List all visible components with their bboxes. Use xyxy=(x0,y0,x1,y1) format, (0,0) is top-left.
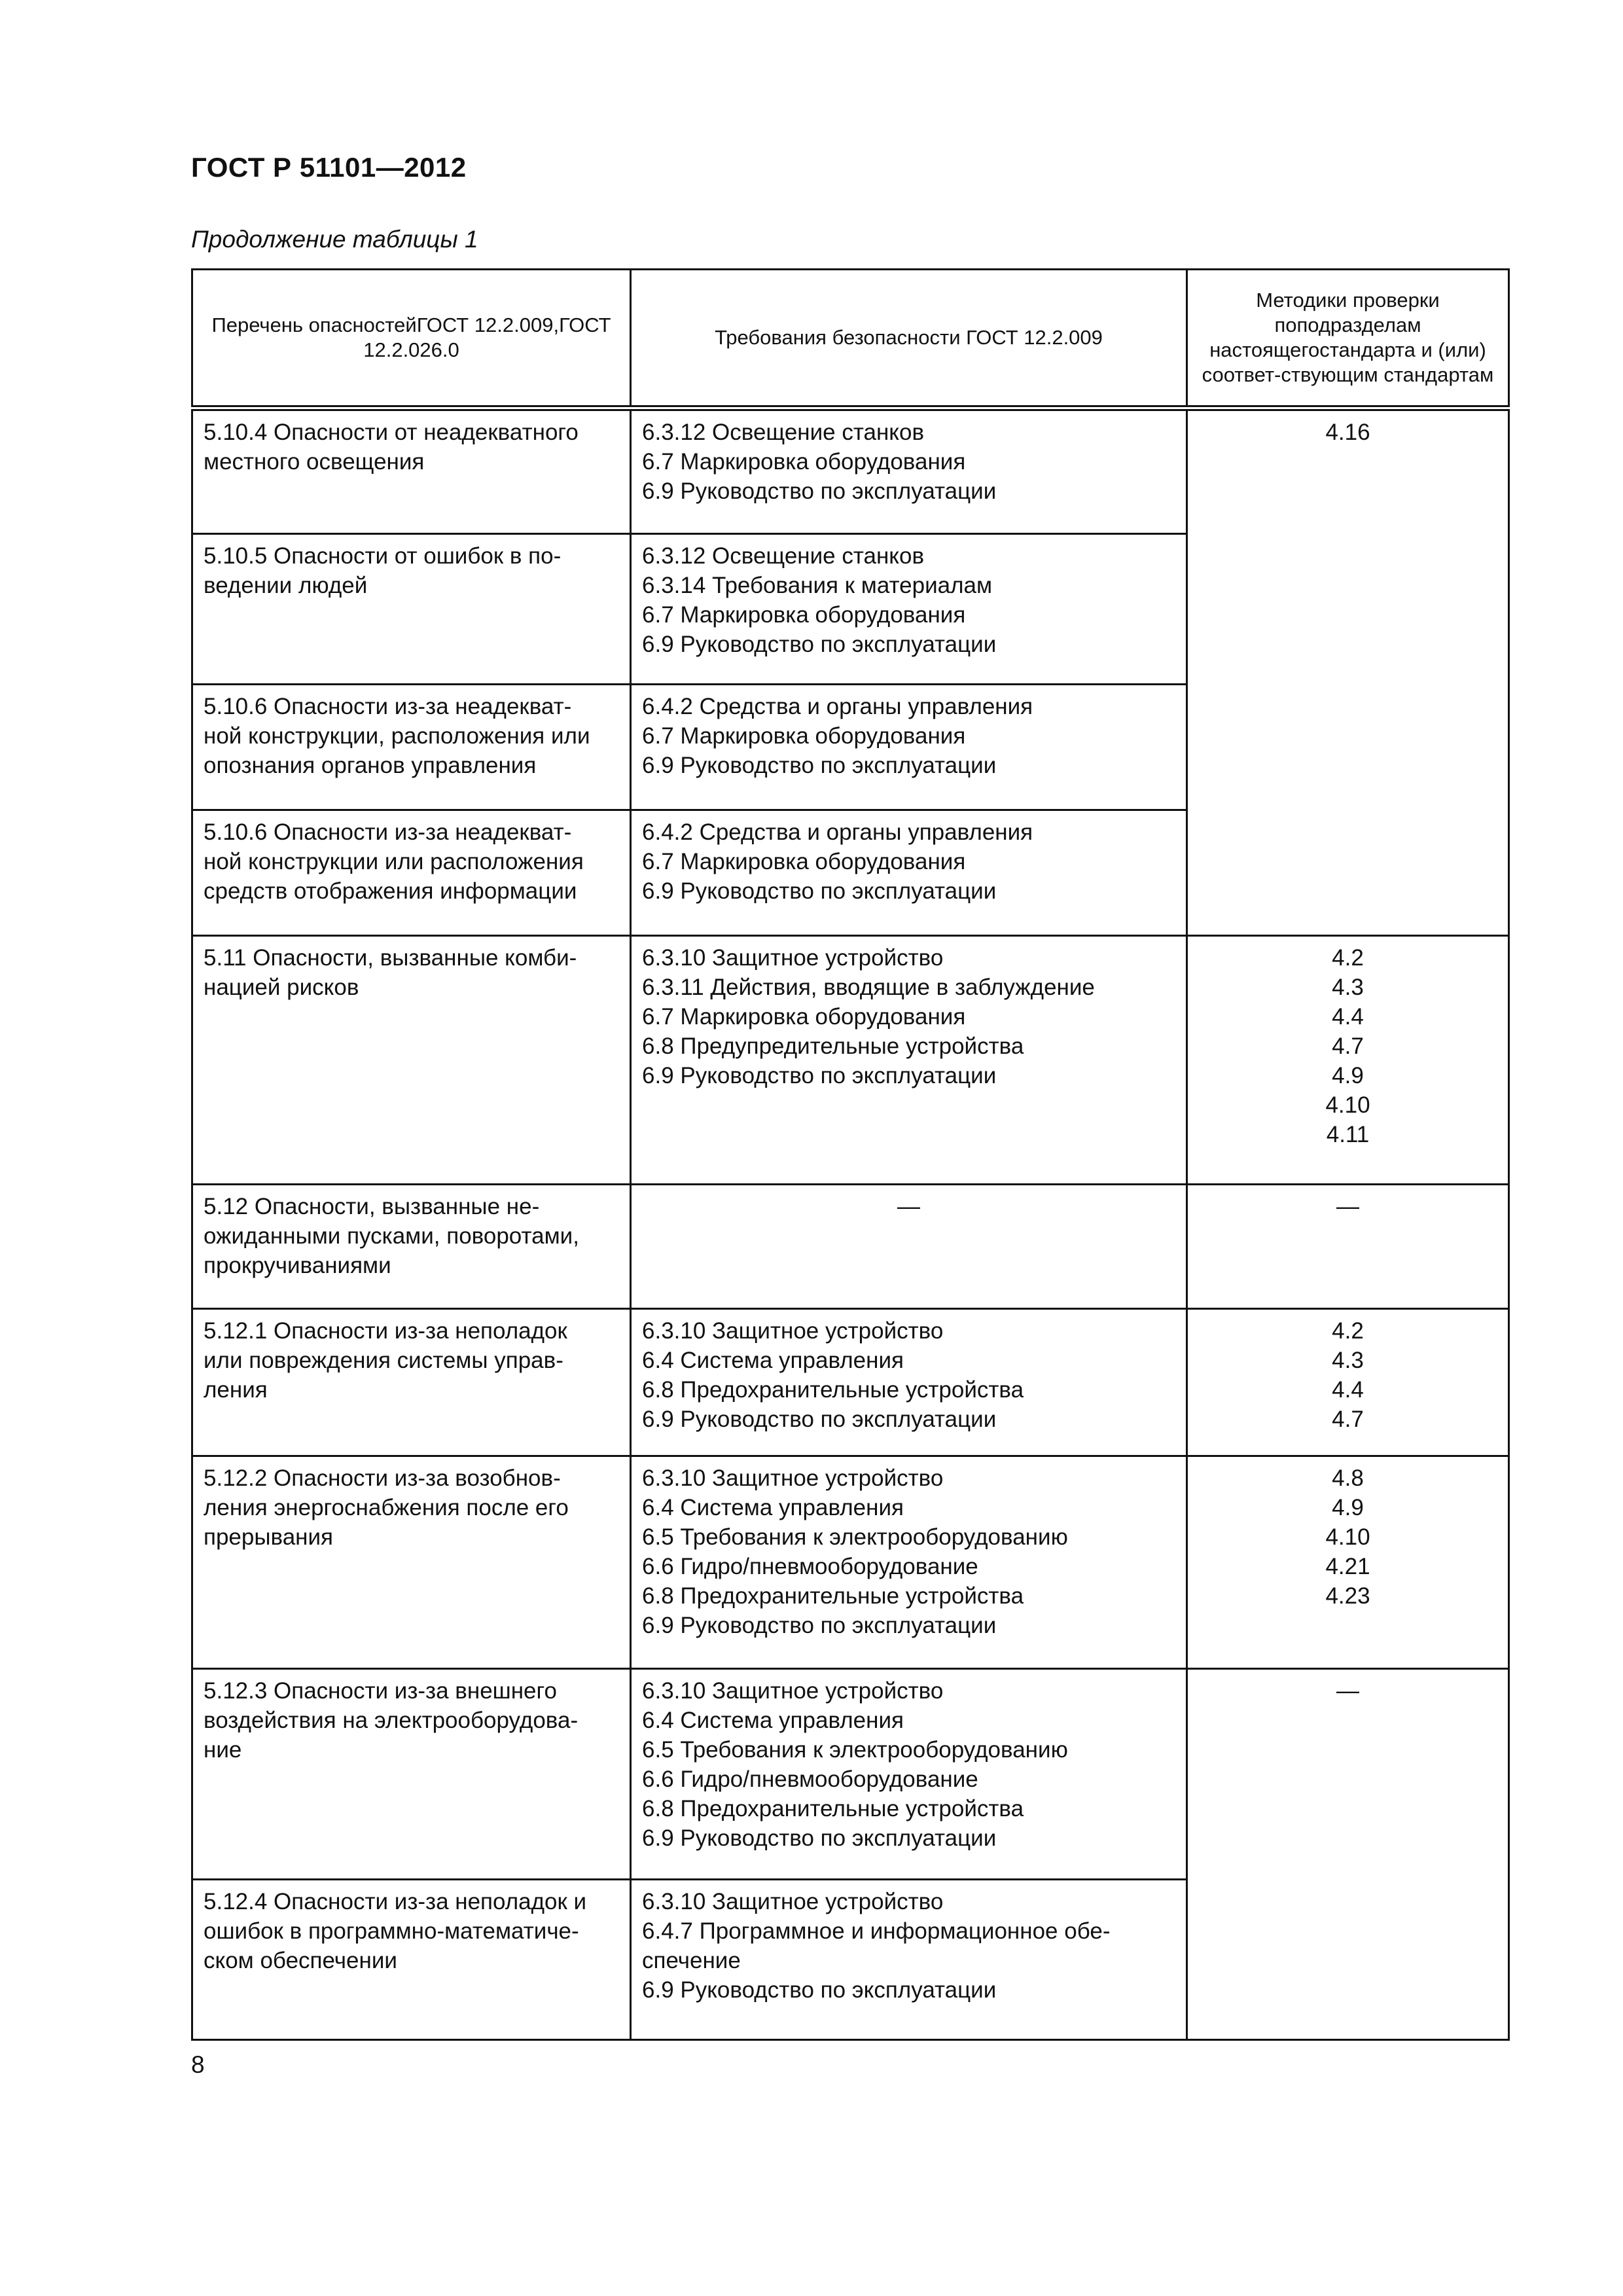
methods-cell xyxy=(1187,1456,1509,1669)
requirements-cell xyxy=(631,408,1187,534)
hazard-cell xyxy=(192,1309,631,1456)
cell-line: 6.9 Руководство по эксплуатации xyxy=(642,1613,997,1638)
requirements-cell xyxy=(631,1669,1187,1880)
cell-line: средств отображения информации xyxy=(204,878,577,904)
methods-cell xyxy=(1187,1309,1509,1456)
cell-line: 6.9 Руководство по эксплуатации xyxy=(642,478,997,504)
table-row xyxy=(192,1185,1509,1309)
table-row xyxy=(192,1669,1509,1880)
cell-line: 4.8 xyxy=(1332,1465,1364,1491)
cell-line: 6.9 Руководство по эксплуатации xyxy=(642,1407,997,1432)
cell-line: ошибок в программно-математиче- xyxy=(204,1918,579,1944)
table-row xyxy=(192,1309,1509,1456)
table-caption: Продолжение таблицы 1 xyxy=(191,226,478,253)
cell-line: 4.9 xyxy=(1332,1063,1364,1088)
header-hazards xyxy=(192,270,631,408)
cell-line: 6.4 Система управления xyxy=(642,1708,904,1733)
document-code: ГОСТ Р 51101—2012 xyxy=(191,152,467,183)
cell-line: 6.7 Маркировка оборудования xyxy=(642,723,966,749)
cell-line: 4.4 xyxy=(1332,1004,1364,1030)
cell-line: 6.8 Предохранительные устройства xyxy=(642,1377,1024,1403)
cell-line: 4.3 xyxy=(1332,975,1364,1000)
cell-line: 6.9 Руководство по эксплуатации xyxy=(642,1825,997,1851)
requirements-cell xyxy=(631,685,1187,810)
cell-line: 6.9 Руководство по эксплуатации xyxy=(642,753,997,778)
cell-line: 6.3.14 Требования к материалам xyxy=(642,573,993,598)
cell-line: 4.10 xyxy=(1325,1524,1370,1550)
cell-line: 6.3.10 Защитное устройство xyxy=(642,1889,944,1914)
hazard-cell xyxy=(192,685,631,810)
cell-line: Перечень опасностей xyxy=(211,314,417,336)
cell-line: ной конструкции или расположения xyxy=(204,849,584,874)
cell-line: подразделам настоящего xyxy=(1209,314,1421,361)
cell-line: 5.11 Опасности, вызванные комби- xyxy=(204,945,577,971)
cell-line: ожиданными пусками, поворотами, xyxy=(204,1223,579,1249)
header-methods xyxy=(1187,270,1509,408)
methods-cell xyxy=(1187,408,1509,936)
hazard-cell xyxy=(192,936,631,1185)
cell-line: 6.8 Предохранительные устройства xyxy=(642,1796,1024,1821)
cell-line: 6.6 Гидро/пневмооборудование xyxy=(642,1554,978,1579)
header-requirements xyxy=(631,270,1187,408)
cell-line: 6.6 Гидро/пневмооборудование xyxy=(642,1767,978,1792)
cell-line: прерывания xyxy=(204,1524,334,1550)
cell-line: 6.4.2 Средства и органы управления xyxy=(642,819,1033,845)
table-row xyxy=(192,1456,1509,1669)
cell-line: 6.3.12 Освещение станков xyxy=(642,420,925,445)
hazard-cell xyxy=(192,810,631,936)
cell-line: 6.3.10 Защитное устройство xyxy=(642,945,944,971)
cell-line: стандарта и (или) соответ- xyxy=(1202,338,1486,386)
cell-line: 5.10.6 Опасности из-за неадекват- xyxy=(204,694,572,719)
cell-line: — xyxy=(1336,1678,1359,1704)
cell-line: 4.9 xyxy=(1332,1495,1364,1520)
cell-line: 5.12.1 Опасности из-за неполадок xyxy=(204,1318,567,1344)
cell-line: ние xyxy=(204,1737,242,1763)
requirements-cell xyxy=(631,1456,1187,1669)
cell-line: Требования безопасности ГОСТ 12.2.009 xyxy=(715,326,1103,349)
cell-line: 4.11 xyxy=(1326,1122,1370,1147)
table-row xyxy=(192,936,1509,1185)
cell-line: 6.8 Предупредительные устройства xyxy=(642,1033,1024,1059)
cell-line: 4.2 xyxy=(1332,1318,1364,1344)
methods-cell xyxy=(1187,936,1509,1185)
cell-line: 6.8 Предохранительные устройства xyxy=(642,1583,1024,1609)
requirements-cell xyxy=(631,936,1187,1185)
cell-line: 5.10.5 Опасности от ошибок в по- xyxy=(204,543,562,569)
cell-line: 5.12.3 Опасности из-за внешнего xyxy=(204,1678,557,1704)
cell-line: 4.7 xyxy=(1332,1407,1364,1432)
hazard-cell xyxy=(192,1185,631,1309)
cell-line: 4.21 xyxy=(1325,1554,1370,1579)
cell-line: 5.12.2 Опасности из-за возобнов- xyxy=(204,1465,561,1491)
table-header-row xyxy=(192,270,1509,408)
requirements-cell xyxy=(631,1309,1187,1456)
table-row xyxy=(192,408,1509,534)
cell-line: ления энергоснабжения после его xyxy=(204,1495,569,1520)
hazard-cell xyxy=(192,1880,631,2040)
requirements-cell xyxy=(631,810,1187,936)
cell-line: воздействия на электрооборудова- xyxy=(204,1708,579,1733)
cell-line: 4.2 xyxy=(1332,945,1364,971)
cell-line: или повреждения системы управ- xyxy=(204,1348,563,1373)
cell-line: 4.10 xyxy=(1325,1092,1370,1118)
hazards-table xyxy=(191,268,1510,2041)
cell-line: 6.7 Маркировка оборудования xyxy=(642,1004,966,1030)
cell-line: ГОСТ 12.2.009, xyxy=(416,314,560,336)
hazard-cell xyxy=(192,408,631,534)
cell-line: — xyxy=(1336,1194,1359,1219)
requirements-cell xyxy=(631,1880,1187,2040)
cell-line: ГОСТ 12.2.026.0 xyxy=(363,314,611,361)
cell-line: 6.4.7 Программное и информационное обе- xyxy=(642,1918,1111,1944)
cell-line: 4.16 xyxy=(1325,420,1370,445)
cell-line: 4.4 xyxy=(1332,1377,1364,1403)
requirements-cell xyxy=(631,1185,1187,1309)
cell-line: 6.3.10 Защитное устройство xyxy=(642,1465,944,1491)
cell-line: 6.9 Руководство по эксплуатации xyxy=(642,632,997,657)
cell-line: местного освещения xyxy=(204,449,425,475)
cell-line: ском обеспечении xyxy=(204,1948,397,1973)
cell-line: прокручиваниями xyxy=(204,1253,391,1278)
requirements-cell xyxy=(631,534,1187,685)
page-number: 8 xyxy=(191,2051,205,2078)
cell-line: 6.7 Маркировка оборудования xyxy=(642,849,966,874)
cell-line: 6.5 Требования к электрооборудованию xyxy=(642,1524,1068,1550)
cell-line: 6.4 Система управления xyxy=(642,1495,904,1520)
cell-line: ведении людей xyxy=(204,573,368,598)
cell-line: ствующим стандартам xyxy=(1281,363,1494,386)
cell-line: ной конструкции, расположения или xyxy=(204,723,590,749)
cell-line: 4.7 xyxy=(1332,1033,1364,1059)
cell-line: 6.4 Система управления xyxy=(642,1348,904,1373)
cell-line: 6.4.2 Средства и органы управления xyxy=(642,694,1033,719)
cell-line: Методики проверки по xyxy=(1256,289,1440,336)
cell-line: 6.9 Руководство по эксплуатации xyxy=(642,878,997,904)
hazard-cell xyxy=(192,1669,631,1880)
cell-line: нацией рисков xyxy=(204,975,359,1000)
cell-line: опознания органов управления xyxy=(204,753,537,778)
cell-line: 5.12.4 Опасности из-за неполадок и xyxy=(204,1889,587,1914)
cell-line: ления xyxy=(204,1377,268,1403)
cell-line: 6.3.10 Защитное устройство xyxy=(642,1678,944,1704)
cell-line: 6.9 Руководство по эксплуатации xyxy=(642,1063,997,1088)
hazard-cell xyxy=(192,534,631,685)
cell-line: 5.12 Опасности, вызванные не- xyxy=(204,1194,540,1219)
methods-cell xyxy=(1187,1185,1509,1309)
cell-line: 4.23 xyxy=(1325,1583,1370,1609)
cell-line: 6.9 Руководство по эксплуатации xyxy=(642,1977,997,2003)
cell-line: — xyxy=(897,1194,920,1219)
cell-line: 6.5 Требования к электрооборудованию xyxy=(642,1737,1068,1763)
cell-line: 6.3.10 Защитное устройство xyxy=(642,1318,944,1344)
cell-line: 6.3.12 Освещение станков xyxy=(642,543,925,569)
cell-line: 6.3.11 Действия, вводящие в заблуждение xyxy=(642,975,1095,1000)
cell-line: 4.3 xyxy=(1332,1348,1364,1373)
cell-line: 6.7 Маркировка оборудования xyxy=(642,449,966,475)
cell-line: спечение xyxy=(642,1948,741,1973)
cell-line: 6.7 Маркировка оборудования xyxy=(642,602,966,628)
cell-line: 5.10.4 Опасности от неадекватного xyxy=(204,420,579,445)
methods-cell xyxy=(1187,1669,1509,2040)
cell-line: 5.10.6 Опасности из-за неадекват- xyxy=(204,819,572,845)
hazard-cell xyxy=(192,1456,631,1669)
